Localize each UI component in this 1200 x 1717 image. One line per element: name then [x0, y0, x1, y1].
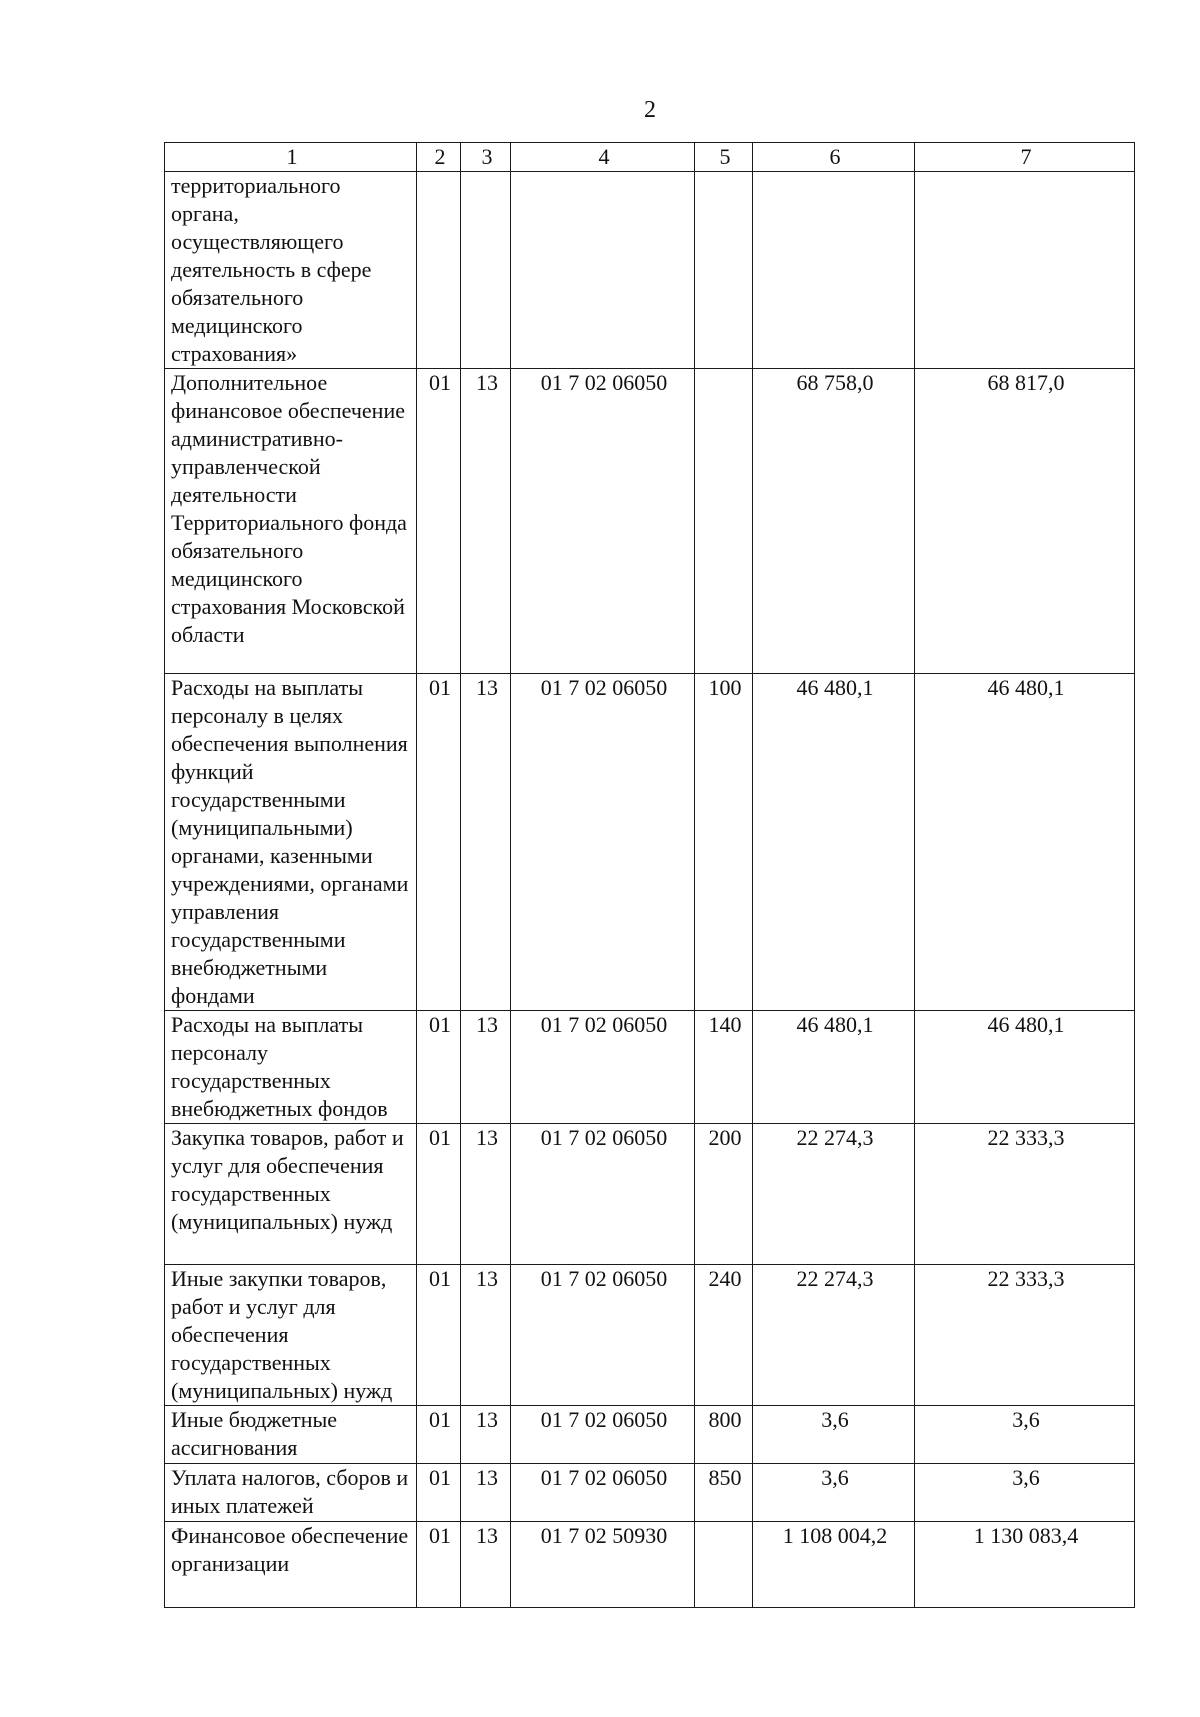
- table-row: [165, 1522, 1135, 1608]
- table-row: [165, 1124, 1135, 1265]
- row-target-article: 01 7 02 06050: [511, 1124, 695, 1265]
- row-expense-type: [695, 369, 753, 674]
- row-amount-year-1: 46 480,1: [753, 674, 915, 1011]
- row-description: Расходы на выплаты персоналу в целях обеспечения выполнения функций государственными (муниципальными) органами, казенными учреждениями, органами управления государственными внебюджетными фондами: [165, 674, 417, 1011]
- row-description: Финансовое обеспечение организации: [165, 1522, 417, 1608]
- column-header-1: 1: [165, 143, 417, 172]
- column-header-2: 2: [417, 143, 461, 172]
- row-section: 01: [417, 1464, 461, 1522]
- row-expense-type: [695, 172, 753, 369]
- row-description: Расходы на выплаты персоналу государственных внебюджетных фондов: [165, 1011, 417, 1124]
- row-subsection: 13: [461, 1464, 511, 1522]
- row-amount-year-1: 3,6: [753, 1406, 915, 1464]
- row-section: [417, 172, 461, 369]
- row-amount-year-2: 1 130 083,4: [915, 1522, 1135, 1608]
- row-amount-year-2: 46 480,1: [915, 1011, 1135, 1124]
- row-amount-year-1: 1 108 004,2: [753, 1522, 915, 1608]
- row-description: Закупка товаров, работ и услуг для обеспечения государственных (муниципальных) нужд: [165, 1124, 417, 1265]
- row-target-article: 01 7 02 06050: [511, 369, 695, 674]
- row-subsection: 13: [461, 1406, 511, 1464]
- row-expense-type: 200: [695, 1124, 753, 1265]
- row-section: 01: [417, 1406, 461, 1464]
- table-row: [165, 172, 1135, 369]
- row-expense-type: 800: [695, 1406, 753, 1464]
- budget-table: [164, 142, 1135, 1608]
- row-section: 01: [417, 1011, 461, 1124]
- row-subsection: [461, 172, 511, 369]
- row-target-article: [511, 172, 695, 369]
- row-target-article: 01 7 02 06050: [511, 1011, 695, 1124]
- row-amount-year-2: 3,6: [915, 1464, 1135, 1522]
- row-description: Дополнительное финансовое обеспечение административно-управленческой деятельности Территориального фонда обязательного медицинского страхования Московской области: [165, 369, 417, 674]
- table-row: [165, 1406, 1135, 1464]
- row-expense-type: 140: [695, 1011, 753, 1124]
- row-expense-type: 850: [695, 1464, 753, 1522]
- row-amount-year-2: 3,6: [915, 1406, 1135, 1464]
- row-section: 01: [417, 369, 461, 674]
- row-target-article: 01 7 02 50930: [511, 1522, 695, 1608]
- column-header-5: 5: [695, 143, 753, 172]
- table-row: [165, 674, 1135, 1011]
- row-description: Иные бюджетные ассигнования: [165, 1406, 417, 1464]
- row-description: территориального органа, осуществляющего деятельность в сфере обязательного медицинского страхования»: [165, 172, 417, 369]
- row-amount-year-1: 3,6: [753, 1464, 915, 1522]
- table-row: [165, 1265, 1135, 1406]
- row-section: 01: [417, 1124, 461, 1265]
- row-target-article: 01 7 02 06050: [511, 1464, 695, 1522]
- row-section: 01: [417, 1265, 461, 1406]
- column-header-7: 7: [915, 143, 1135, 172]
- row-subsection: 13: [461, 369, 511, 674]
- row-subsection: 13: [461, 1522, 511, 1608]
- row-amount-year-2: 68 817,0: [915, 369, 1135, 674]
- table-row: [165, 369, 1135, 674]
- row-subsection: 13: [461, 1265, 511, 1406]
- row-subsection: 13: [461, 674, 511, 1011]
- row-section: 01: [417, 674, 461, 1011]
- row-expense-type: [695, 1522, 753, 1608]
- row-description: Иные закупки товаров, работ и услуг для обеспечения государственных (муниципальных) нужд: [165, 1265, 417, 1406]
- table-row: [165, 1464, 1135, 1522]
- row-expense-type: 100: [695, 674, 753, 1011]
- row-amount-year-1: 46 480,1: [753, 1011, 915, 1124]
- row-description: Уплата налогов, сборов и иных платежей: [165, 1464, 417, 1522]
- column-header-6: 6: [753, 143, 915, 172]
- row-amount-year-2: [915, 172, 1135, 369]
- table-header-row: [165, 143, 1135, 172]
- row-subsection: 13: [461, 1011, 511, 1124]
- row-target-article: 01 7 02 06050: [511, 674, 695, 1011]
- column-header-4: 4: [511, 143, 695, 172]
- row-amount-year-2: 46 480,1: [915, 674, 1135, 1011]
- row-amount-year-2: 22 333,3: [915, 1265, 1135, 1406]
- row-expense-type: 240: [695, 1265, 753, 1406]
- row-subsection: 13: [461, 1124, 511, 1265]
- row-amount-year-1: 22 274,3: [753, 1265, 915, 1406]
- page-number: 2: [644, 97, 656, 123]
- row-target-article: 01 7 02 06050: [511, 1265, 695, 1406]
- row-section: 01: [417, 1522, 461, 1608]
- row-target-article: 01 7 02 06050: [511, 1406, 695, 1464]
- row-amount-year-1: [753, 172, 915, 369]
- row-amount-year-1: 22 274,3: [753, 1124, 915, 1265]
- table-row: [165, 1011, 1135, 1124]
- column-header-3: 3: [461, 143, 511, 172]
- row-amount-year-1: 68 758,0: [753, 369, 915, 674]
- row-amount-year-2: 22 333,3: [915, 1124, 1135, 1265]
